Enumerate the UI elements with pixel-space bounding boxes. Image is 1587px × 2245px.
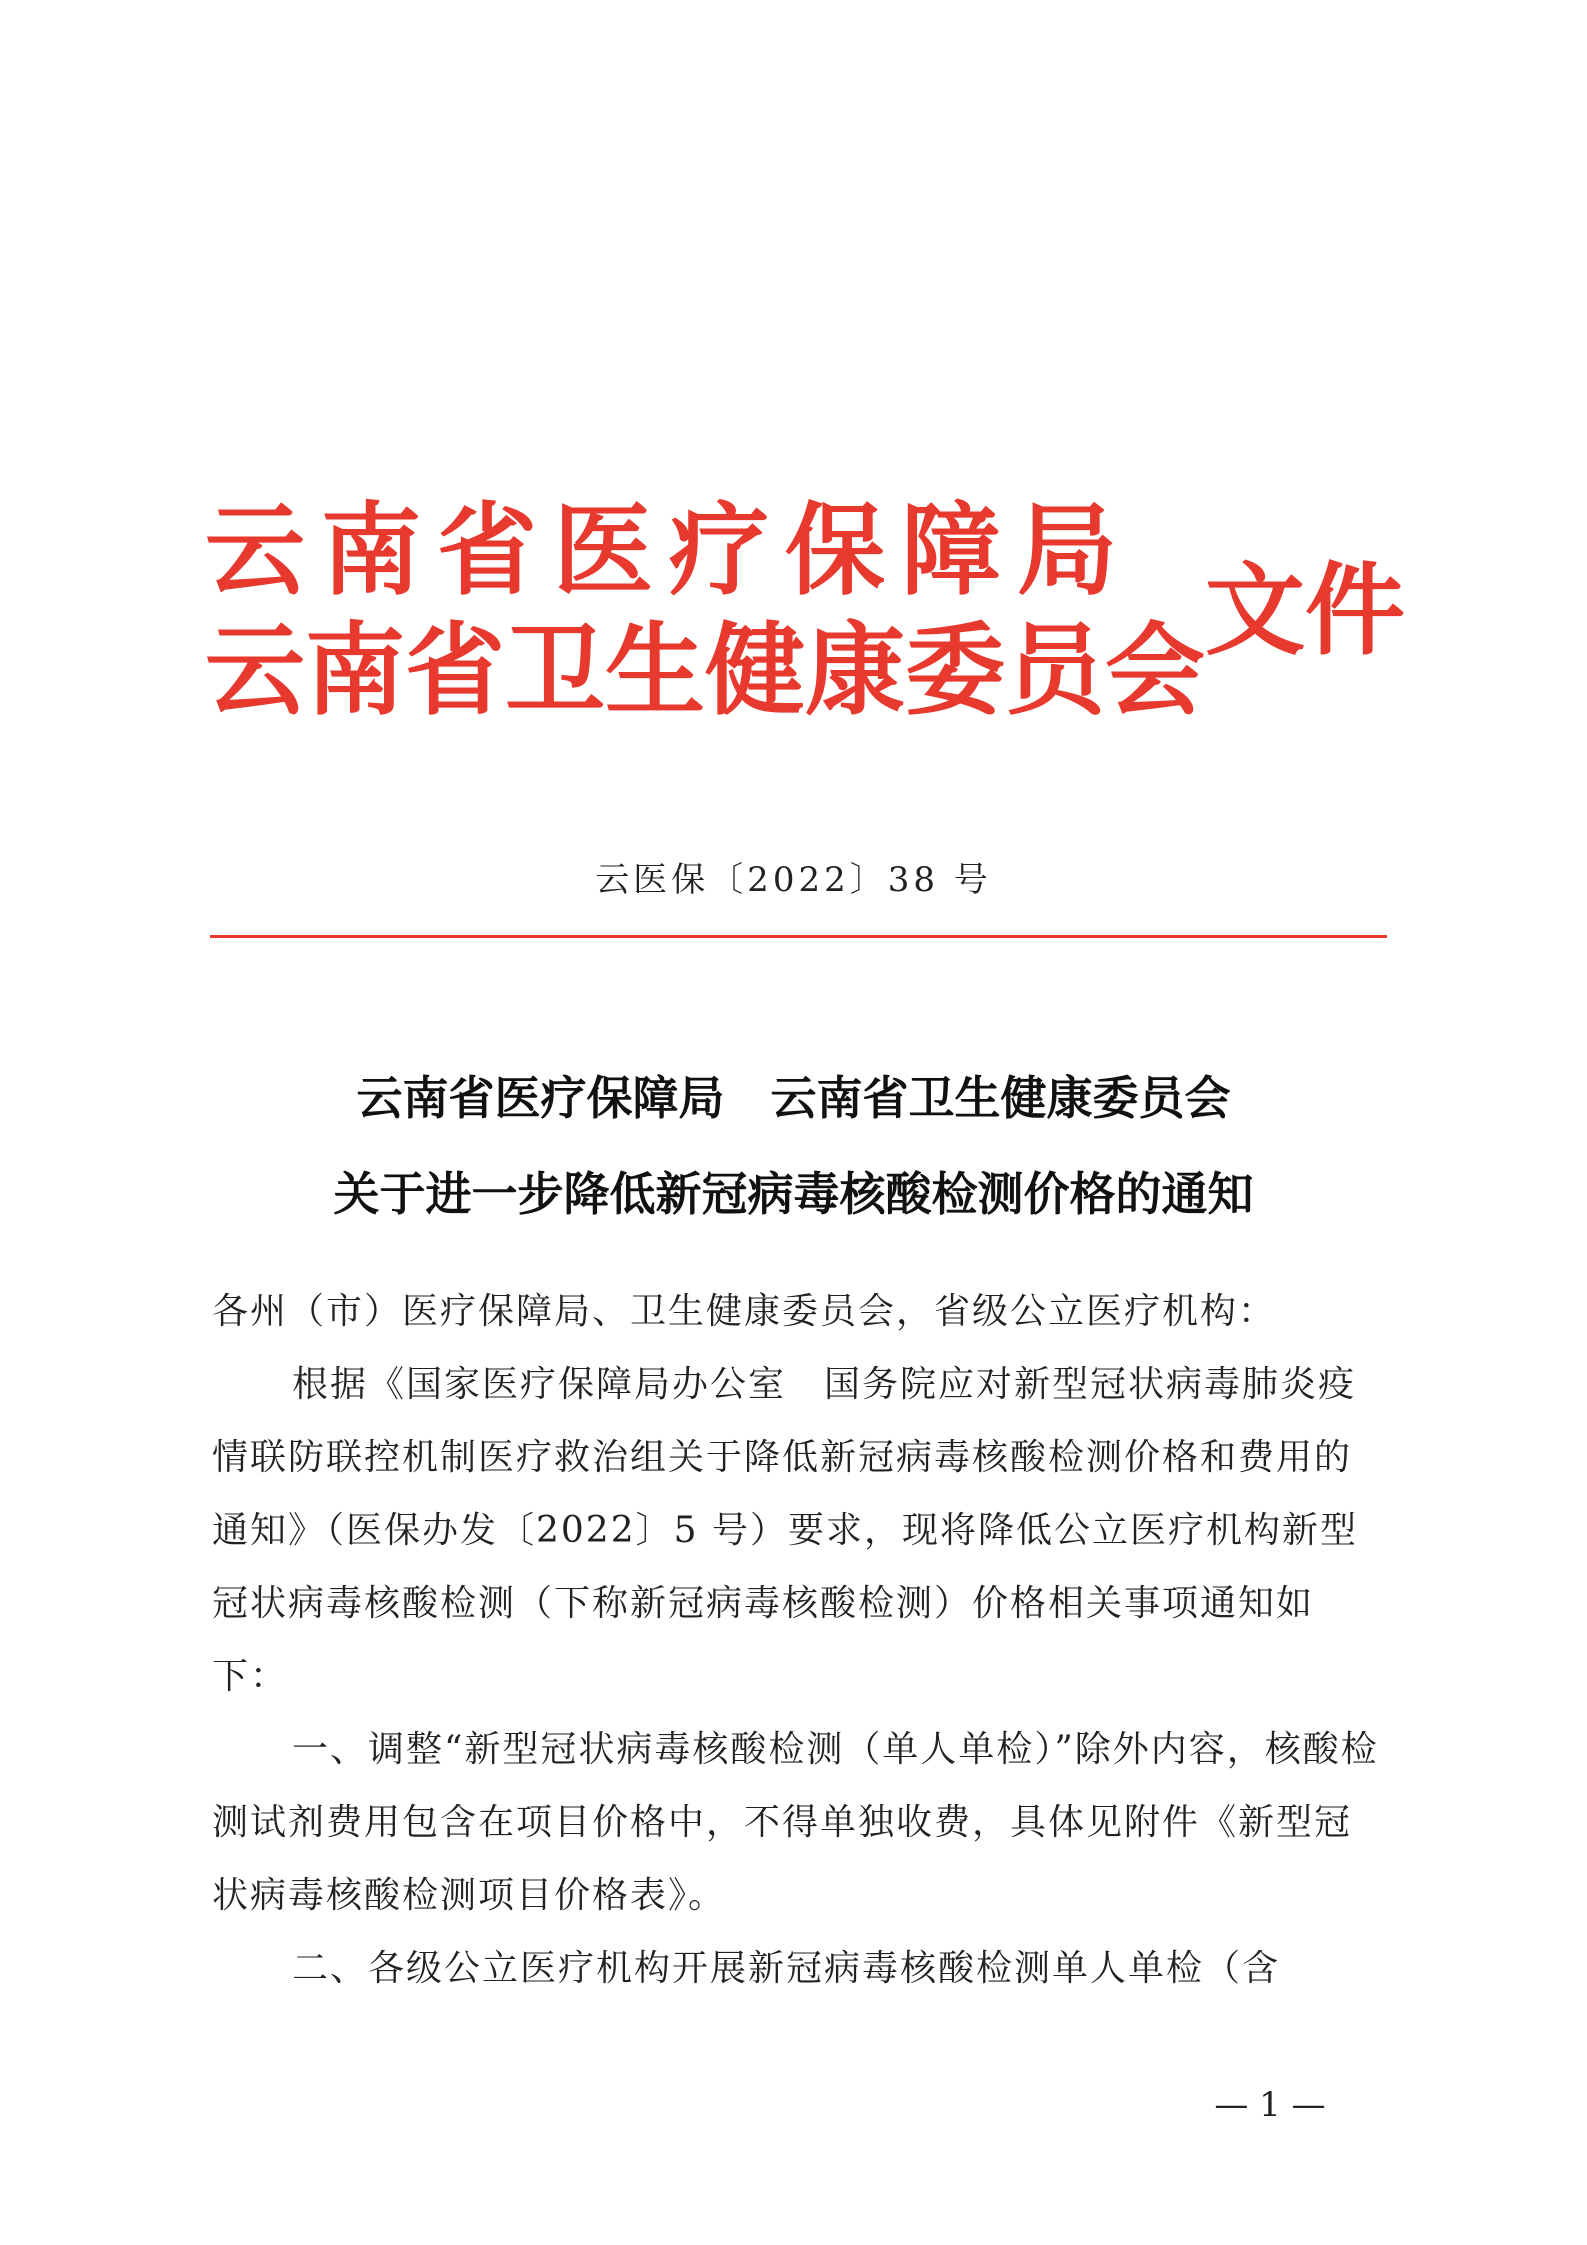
paragraph-3: 二、各级公立医疗机构开展新冠病毒核酸检测单人单检（含 <box>292 1948 1281 1989</box>
title-line-2: 关于进一步降低新冠病毒核酸检测价格的通知 <box>333 1167 1254 1221</box>
red-divider <box>210 935 1387 938</box>
document-number: 云医保〔2022〕38 号 <box>595 860 992 900</box>
header-authority-1: 云南省医疗保障局 <box>205 491 1133 609</box>
header-authority-2: 云南省卫生健康委员会 <box>205 611 1205 729</box>
page-number: — 1 — <box>1214 2085 1326 2125</box>
salutation: 各州（市）医疗保障局、卫生健康委员会，省级公立医疗机构： <box>212 1291 1277 1332</box>
paragraph-1: 根据《国家医疗保障局办公室 国务院应对新型冠状病毒肺炎疫情联防联控机制医疗救治组关于降低新冠病毒核酸检测价格和费用的通知》（医保办发〔2022〕5 号）要求，现将降低公立医疗机构新型冠状病毒核酸检测（下称新冠病毒核酸检测）价格相关事项通知如下： <box>212 1364 1358 1697</box>
issuing-authorities-header <box>205 480 1405 740</box>
header-suffix: 文件 <box>1205 551 1405 669</box>
paragraph-2: 一、调整“新型冠状病毒核酸检测（单人单检）”除外内容，核酸检测试剂费用包含在项目价格中，不得单独收费，具体见附件《新型冠状病毒核酸检测项目价格表》。 <box>212 1729 1379 1916</box>
title-line-1: 云南省医疗保障局 云南省卫生健康委员会 <box>356 1071 1231 1125</box>
